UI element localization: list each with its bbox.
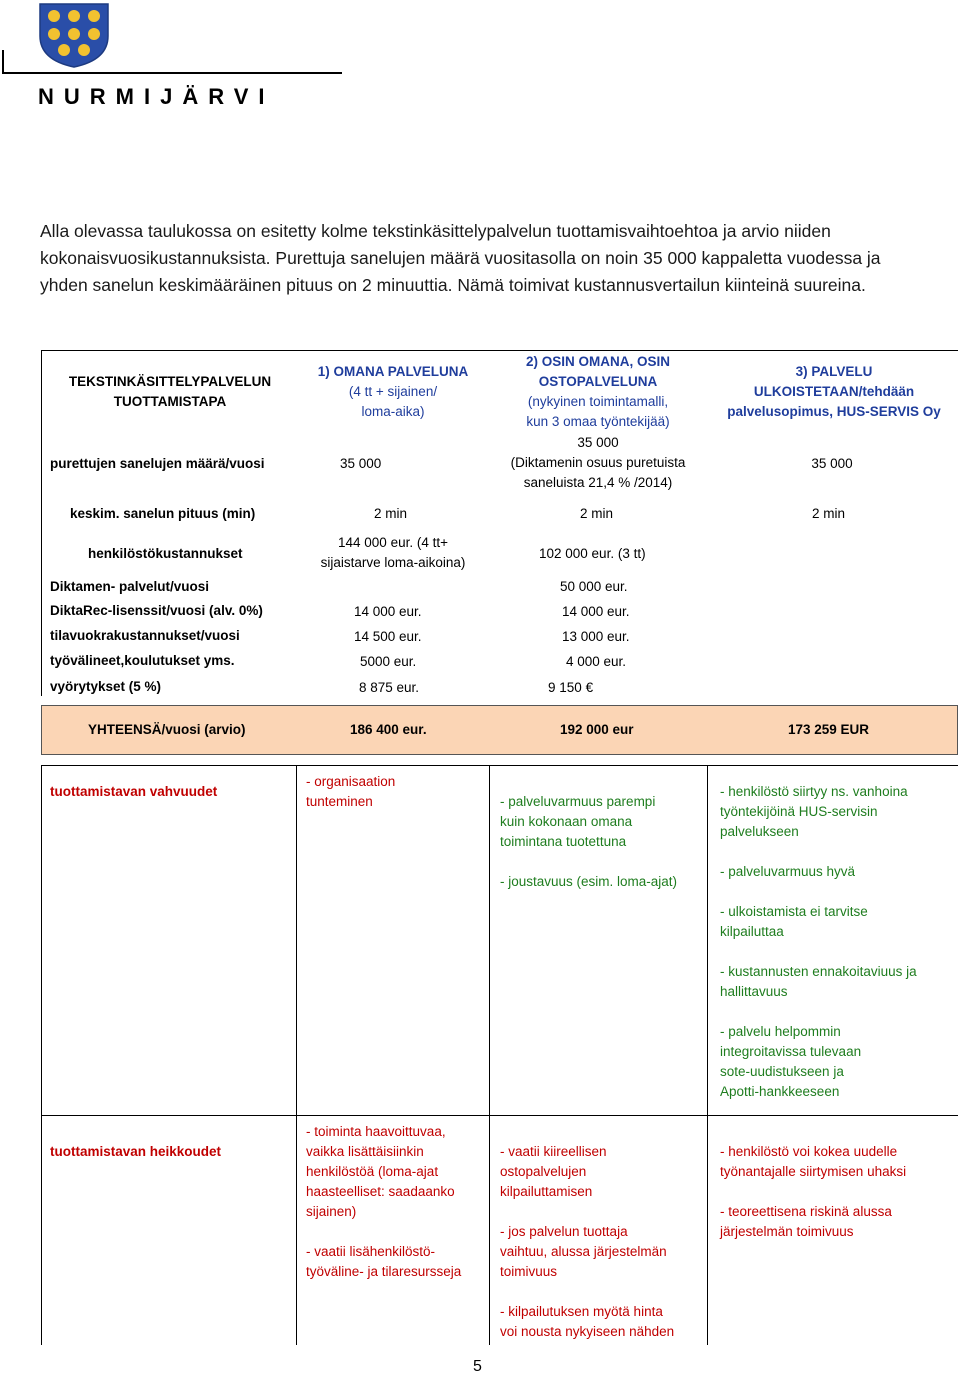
weaknesses-option3-line1: - henkilöstö voi kokea uudelle [720, 1144, 898, 1159]
weaknesses-option1-line5: sijainen) [306, 1204, 357, 1219]
header-col-option3 [712, 362, 956, 422]
strengths-option2-line1: - palveluvarmuus parempi [500, 794, 656, 809]
row-length-option1: 2 min [374, 506, 408, 521]
row-total-option2: 192 000 eur [560, 722, 634, 737]
table-border-left [41, 350, 42, 696]
row-staff-option2: 102 000 eur. (3 tt) [539, 546, 646, 561]
weaknesses-option2-line7: toimivuus [500, 1264, 558, 1279]
row-diktarec-label: DiktaRec-lisenssit/vuosi (alv. 0%) [50, 603, 263, 618]
strengths-option3-line5: - palveluvarmuus hyvä [720, 864, 856, 879]
header-option3-line1: 3) PALVELU [795, 364, 873, 379]
row-volume-option3: 35 000 [811, 456, 853, 471]
weaknesses-option2-line10: voi nousta nykyiseen nähden [500, 1324, 675, 1339]
row-rent-option1: 14 500 eur. [354, 629, 422, 644]
strengths-option2-spacer [500, 852, 705, 872]
row-rent-option2: 13 000 eur. [562, 629, 630, 644]
weaknesses-option2 [500, 1142, 705, 1342]
row-length-option2: 2 min [580, 506, 614, 521]
weaknesses-option2-line1: - vaatii kiireellisen [500, 1144, 607, 1159]
strengths-label: tuottamistavan vahvuudet [50, 784, 218, 799]
strengths-option2-line5: - joustavuus (esim. loma-ajat) [500, 874, 678, 889]
row-length-option3: 2 min [812, 506, 846, 521]
weaknesses-option3-line4: - teoreettisena riskinä alussa [720, 1204, 892, 1219]
strengths-option1-line1: - organisaation [306, 774, 396, 789]
strengths-option2 [500, 792, 705, 892]
row-diktarec-option2: 14 000 eur. [562, 604, 630, 619]
row-tools-option2: 4 000 eur. [566, 654, 627, 669]
weaknesses-option2-spacer-2 [500, 1282, 705, 1302]
nurmijarvi-crest-logo [38, 2, 110, 68]
row-staff-option1 [300, 533, 486, 573]
row-tools-label: työvälineet,koulutukset yms. [50, 653, 235, 668]
row-overhead-option2-value: 9 150 [548, 680, 582, 695]
row-length-label: keskim. sanelun pituus (min) [70, 506, 256, 521]
weaknesses-option2-line5: - jos palvelun tuottaja [500, 1224, 628, 1239]
row-volume-option2-line3: saneluista 21,4 % /2014) [523, 475, 673, 490]
header-option1-line1: 1) OMANA PALVELUNA [317, 364, 469, 379]
header-option2-line2: OSTOPALVELUNA [538, 374, 658, 389]
weaknesses-option1-line3: henkilöstöä (loma-ajat [306, 1164, 439, 1179]
row-diktamen-option2: 50 000 eur. [560, 579, 628, 594]
euro-icon: € [585, 680, 594, 695]
strengths-option3-line7: - ulkoistamista ei tarvitse [720, 904, 868, 919]
strengths-option2-line2: kuin kokonaan omana [500, 814, 633, 829]
weaknesses-option1-line2: vaikka lisättäisiinkin [306, 1144, 424, 1159]
row-rent-label: tilavuokrakustannukset/vuosi [50, 628, 240, 643]
row-overhead-option2 [548, 678, 593, 698]
weaknesses-option3-spacer [720, 1182, 956, 1202]
weaknesses-option3 [720, 1142, 956, 1242]
logo-wordmark: NURMIJÄRVI [38, 84, 275, 109]
weaknesses-option3-line2: työnantajalle siirtymisen uhaksi [720, 1164, 907, 1179]
strengths-option3-line1: - henkilöstö siirtyy ns. vanhoina [720, 784, 908, 799]
page-number: 5 [473, 1358, 482, 1375]
row-staff-label: henkilöstökustannukset [88, 546, 243, 561]
lower-table-col-divider-1 [296, 765, 297, 1345]
weaknesses-option1-line4: haasteelliset: saadaanko [306, 1184, 455, 1199]
header-col-option2 [492, 352, 704, 432]
header-option1-line3: loma-aika) [361, 404, 425, 419]
weaknesses-option2-line6: vaihtuu, alussa järjestelmän [500, 1244, 667, 1259]
strengths-option3-line2: työntekijöinä HUS-servisin [720, 804, 878, 819]
weaknesses-option2-line2: ostopalvelujen [500, 1164, 587, 1179]
strengths-option3-line11: hallittavuus [720, 984, 788, 999]
weaknesses-label: tuottamistavan heikkoudet [50, 1144, 222, 1159]
header-option2-line3: (nykyinen toimintamalli, [527, 394, 669, 409]
weaknesses-option1-line8: työväline- ja tilaresursseja [306, 1264, 462, 1279]
strengths-option3-line8: kilpailuttaa [720, 924, 784, 939]
lower-table-border-top [41, 765, 958, 766]
row-volume-option1: 35 000 [340, 456, 382, 471]
header-option3-line3: palvelusopimus, HUS-SERVIS Oy [727, 404, 941, 419]
strengths-option3-line15: sote-uudistukseen ja [720, 1064, 844, 1079]
row-staff-option1-line2: sijaistarve loma-aikoina) [320, 555, 466, 570]
weaknesses-option2-line9: - kilpailutuksen myötä hinta [500, 1304, 663, 1319]
row-total-option3: 173 259 EUR [788, 722, 870, 737]
strengths-option3-line13: - palvelu helpommin [720, 1024, 841, 1039]
row-total-label: YHTEENSÄ/vuosi (arvio) [88, 722, 246, 737]
lower-table-row-divider [41, 1115, 958, 1116]
strengths-option3-line16: Apotti-hankkeeseen [720, 1084, 840, 1099]
header-option2-line4: kun 3 omaa työntekijää) [526, 414, 670, 429]
row-diktamen-label: Diktamen- palvelut/vuosi [50, 579, 210, 594]
row-volume-option2 [492, 433, 704, 493]
header-col-method-line1: TEKSTINKÄSITTELYPALVELUN [68, 374, 272, 389]
weaknesses-option1-spacer [306, 1222, 488, 1242]
strengths-option3-spacer-4 [720, 1002, 956, 1022]
strengths-option3-line14: integroitavissa tulevaan [720, 1044, 862, 1059]
row-overhead-option1: 8 875 eur. [359, 680, 420, 695]
row-tools-option1: 5000 eur. [360, 654, 417, 669]
weaknesses-option1-line7: - vaatii lisähenkilöstö- [306, 1244, 436, 1259]
strengths-option3-spacer-2 [720, 882, 956, 902]
row-staff-option1-line1: 144 000 eur. (4 tt+ [338, 535, 448, 550]
weaknesses-option1-line1: - toiminta haavoittuvaa, [306, 1124, 446, 1139]
logo-rule-vertical [2, 50, 4, 73]
intro-paragraph: Alla olevassa taulukossa on esitetty kolme tekstinkäsittelypalvelun tuottamisvaihtoehtoa ja arvio niiden kokonaisvuosikustannuksista. Purettuja sanelujen määrä vuositasolla on noin 35 000 kappaletta vuodessa ja yhden sanelun keskimääräinen pituus on 2 minuuttia. Nämä toimivat kustannusvertailun kiinteinä suureina. [40, 221, 881, 295]
row-diktarec-option1: 14 000 eur. [354, 604, 422, 619]
weaknesses-option2-spacer-1 [500, 1202, 705, 1222]
strengths-option3 [720, 782, 956, 1102]
row-total-option1: 186 400 eur. [350, 722, 427, 737]
header-option1-line2: (4 tt + sijainen/ [348, 384, 438, 399]
header-option2-line1: 2) OSIN OMANA, OSIN [525, 354, 670, 369]
row-overhead-label: vyörytykset (5 %) [50, 679, 162, 694]
header-option3-line2: ULKOISTETAAN/tehdään [753, 384, 915, 399]
header-col-option1 [300, 362, 486, 422]
header-col-method [50, 372, 290, 412]
row-volume-label: purettujen sanelujen määrä/vuosi [50, 456, 265, 471]
strengths-option2-line3: toimintana tuotettuna [500, 834, 627, 849]
table-border-top [41, 350, 958, 351]
weaknesses-option3-line5: järjestelmän toimivuus [720, 1224, 854, 1239]
strengths-option1-line2: tunteminen [306, 794, 373, 809]
row-volume-option2-line2: (Diktamenin osuus puretuista [510, 455, 686, 470]
strengths-option3-spacer-3 [720, 942, 956, 962]
strengths-option1 [306, 772, 486, 812]
logo-rule-horizontal [2, 72, 342, 74]
lower-table-border-left [41, 765, 42, 1345]
strengths-option3-line3: palvelukseen [720, 824, 799, 839]
strengths-option3-spacer-1 [720, 842, 956, 862]
lower-table-col-divider-2 [489, 765, 490, 1345]
weaknesses-option2-line3: kilpailuttamisen [500, 1184, 593, 1199]
header-col-method-line2: TUOTTAMISTAPA [113, 394, 227, 409]
lower-table-col-divider-3 [707, 765, 708, 1345]
weaknesses-option1 [306, 1122, 488, 1282]
strengths-option3-line10: - kustannusten ennakoitaviuus ja [720, 964, 917, 979]
row-volume-option2-line1: 35 000 [577, 435, 619, 450]
